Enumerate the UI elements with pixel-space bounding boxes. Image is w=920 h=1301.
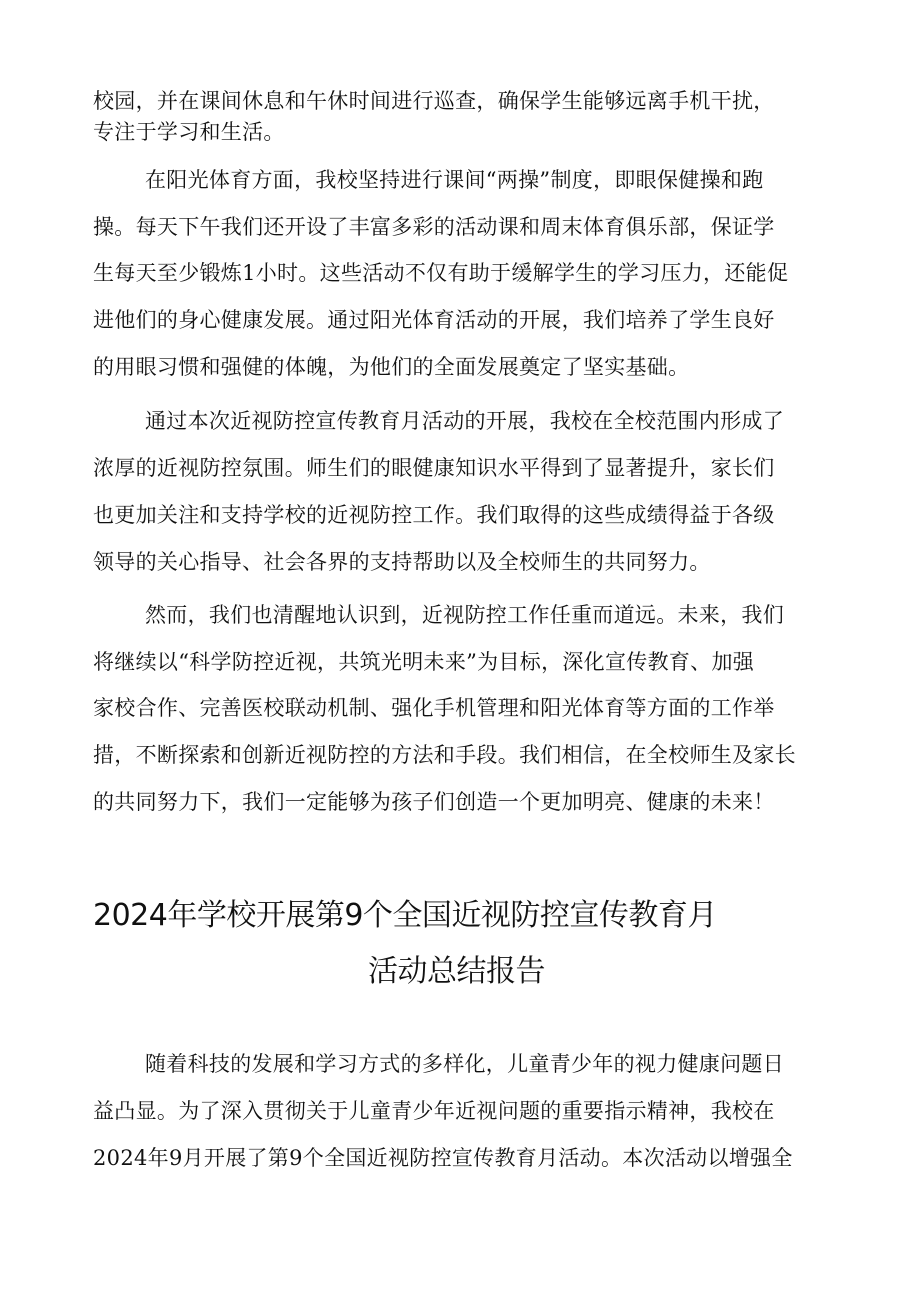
text-line: 校园，并在课间休息和午休时间进行巡查，确保学生能够远离手机干扰，: [93, 89, 775, 113]
paragraph-first-line: 然而，我们也清醒地认识到，近视防控工作任重而道远。未来，我们: [145, 603, 784, 627]
text-line: 浓厚的近视防控氛围。师生们的眼健康知识水平得到了显著提升，家长们: [93, 456, 775, 480]
report-title-line-1: 2024年学校开展第9个全国近视防控宣传教育月: [93, 898, 717, 933]
paragraph-first-line: 随着科技的发展和学习方式的多样化，儿童青少年的视力健康问题日: [145, 1052, 784, 1076]
text-line: 操。每天下午我们还开设了丰富多彩的活动课和周末体育俱乐部，保证学: [93, 215, 775, 239]
text-line: 也更加关注和支持学校的近视防控工作。我们取得的这些成绩得益于各级: [93, 503, 775, 527]
text-line: 将继续以“科学防控近视，共筑光明未来”为目标，深化宣传教育、加强: [93, 650, 755, 674]
text-line: 的用眼习惯和强健的体魄，为他们的全面发展奠定了坚实基础。: [93, 355, 690, 379]
text-line: 2024年9月开展了第9个全国近视防控宣传教育月活动。本次活动以增强全: [93, 1146, 793, 1170]
paragraph-first-line: 在阳光体育方面，我校坚持进行课间“两操”制度，即眼保健操和跑: [145, 168, 764, 192]
text-line: 家校合作、完善医校联动机制、强化手机管理和阳光体育等方面的工作举: [93, 696, 775, 720]
text-line: 生每天至少锻炼1小时。这些活动不仅有助于缓解学生的学习压力，还能促: [93, 261, 789, 285]
text-line: 进他们的身心健康发展。通过阳光体育活动的开展，我们培养了学生良好: [93, 308, 775, 332]
text-line: 专注于学习和生活。: [93, 120, 285, 144]
text-line: 益凸显。为了深入贯彻关于儿童青少年近视问题的重要指示精神，我校在: [93, 1099, 775, 1123]
text-line: 领导的关心指导、社会各界的支持帮助以及全校师生的共同努力。: [93, 550, 711, 574]
text-line: 的共同努力下，我们一定能够为孩子们创造一个更加明亮、健康的未来！: [93, 790, 775, 814]
report-title-line-2: 活动总结报告: [368, 954, 545, 989]
text-line: 措，不断探索和创新近视防控的方法和手段。我们相信，在全校师生及家长: [93, 743, 796, 767]
paragraph-first-line: 通过本次近视防控宣传教育月活动的开展，我校在全校范围内形成了: [145, 409, 784, 433]
